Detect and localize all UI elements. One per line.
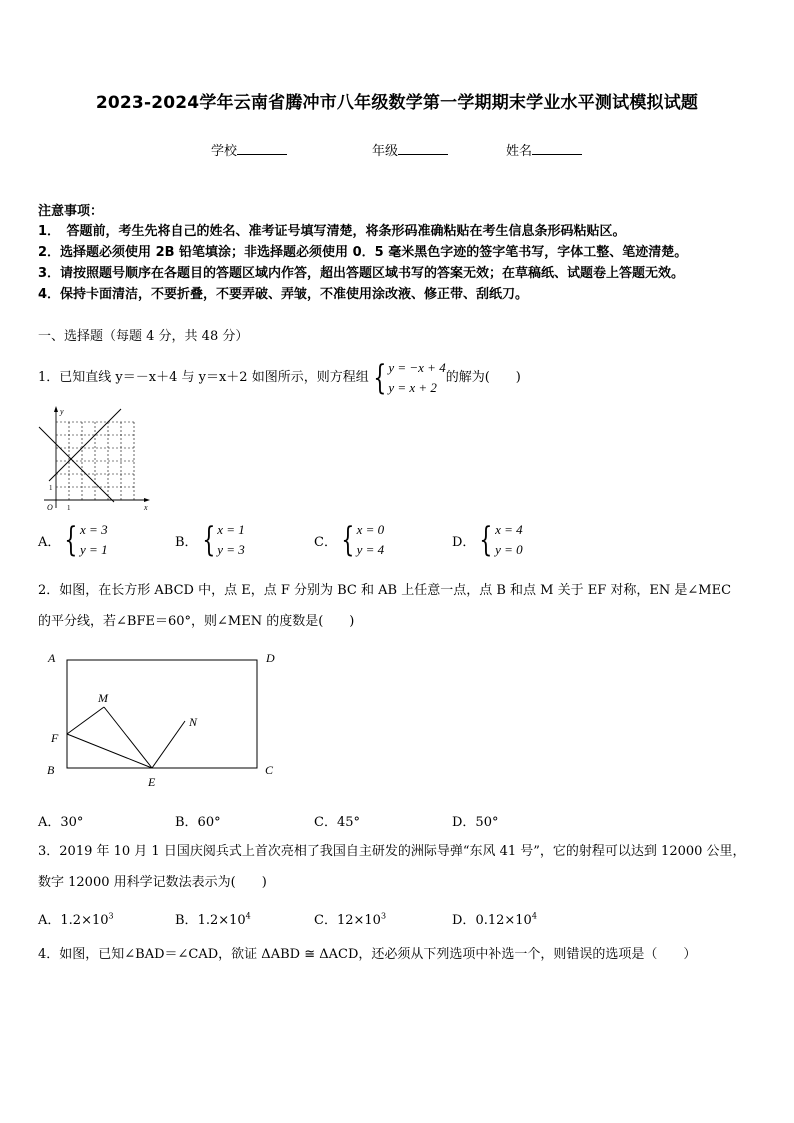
- q1-equation-system: [369, 358, 446, 398]
- point-f-label: F: [51, 731, 59, 745]
- grade-label: 年级: [372, 144, 399, 159]
- note-item-1: 1． 答题前，考生先将自己的姓名、准考证号填写清楚，将条形码准确粘贴在考生信息条形码粘贴区。: [38, 224, 626, 239]
- q1-y-label: y: [60, 407, 64, 416]
- option-label: A．: [38, 534, 61, 550]
- option-row-2: y = 4: [356, 542, 385, 557]
- option-row-1: x = 4: [495, 522, 523, 537]
- brace-glyph: {: [479, 520, 493, 560]
- question-2-line-2: 的平分线，若∠BFE＝60°，则∠MEN 的度数是( ): [38, 614, 355, 629]
- notes-heading: 注意事项：: [38, 204, 104, 219]
- option-label: A．: [38, 913, 61, 928]
- q3-option-b[interactable]: [175, 909, 251, 928]
- option-label: D．: [452, 534, 476, 550]
- q1-origin-label: O: [47, 503, 53, 512]
- name-field[interactable]: [506, 140, 582, 159]
- q1-eq1: y = −x + 4: [388, 360, 446, 375]
- brace-glyph: {: [201, 520, 215, 560]
- q1-stem-a: 1．已知直线 y＝－x＋4 与 y＝x＋2 如图所示，则方程组: [38, 370, 369, 385]
- q1-stem-b: 的解为( ): [445, 370, 521, 385]
- option-row-2: y = 0: [495, 542, 523, 557]
- name-blank[interactable]: [532, 142, 582, 155]
- option-exponent: 4: [245, 911, 251, 921]
- option-exponent: 3: [380, 911, 387, 921]
- option-exponent: 3: [108, 911, 114, 921]
- option-exponent: 4: [531, 911, 537, 921]
- grade-field[interactable]: [372, 140, 448, 159]
- name-label: 姓名: [506, 144, 533, 159]
- q1-eq2: y = x + 2: [388, 380, 437, 395]
- option-label: C．: [314, 913, 337, 928]
- grade-blank[interactable]: [398, 142, 448, 155]
- school-blank[interactable]: [237, 142, 287, 155]
- note-item-2: 2．选择题必须使用 2B 铅笔填涂；非选择题必须使用 0．5 毫米黑色字迹的签字笔书写，字体工整、笔迹清楚。: [38, 245, 688, 260]
- q2-option-d[interactable]: D．50°: [452, 815, 499, 830]
- question-2-line-1: 2．如图，在长方形 ABCD 中，点 E，点 F 分别为 BC 和 AB 上任意一点，点 B 和点 M 关于 EF 对称，EN 是∠MEC: [38, 583, 732, 598]
- question-4-line-1: 4．如图，已知∠BAD＝∠CAD，欲证 ΔABD ≅ ΔACD，还必须从下列选项中补选一个，则错误的选项是（ ）: [38, 947, 697, 962]
- q2-figure: [40, 645, 290, 795]
- brace-glyph: {: [373, 358, 387, 398]
- school-label: 学校: [211, 144, 238, 159]
- brace-glyph: {: [64, 520, 78, 560]
- point-e-label: E: [148, 775, 156, 789]
- school-field[interactable]: [211, 140, 287, 159]
- q1-one-y-label: 1: [49, 484, 53, 492]
- question-3-line-2: 数字 12000 用科学记数法表示为( ): [38, 875, 267, 890]
- section-heading: 一、选择题（每题 4 分，共 48 分）: [38, 329, 249, 344]
- q1-option-c[interactable]: [314, 520, 384, 560]
- q1-option-b[interactable]: [175, 520, 245, 560]
- q1-x-label: x: [144, 503, 148, 512]
- point-a-label: A: [48, 651, 56, 665]
- question-1-stem: [38, 358, 521, 398]
- q1-line-y-eq-x-plus-2: [49, 409, 121, 481]
- q1-graph: [36, 404, 154, 514]
- option-row-1: x = 1: [217, 522, 245, 537]
- option-label: B．: [175, 534, 198, 550]
- point-n-label: N: [189, 715, 198, 729]
- q2-option-a[interactable]: A．30°: [38, 815, 84, 830]
- point-d-label: D: [266, 651, 275, 665]
- q1-one-x-label: 1: [67, 504, 71, 512]
- q1-option-d[interactable]: [452, 520, 523, 560]
- point-b-label: B: [47, 763, 55, 777]
- option-label: D．: [452, 913, 476, 928]
- q1-x-arrow: [144, 498, 150, 502]
- brace-glyph: {: [341, 520, 355, 560]
- option-base: 1.2×10: [197, 913, 246, 928]
- q2-option-b[interactable]: B．60°: [175, 815, 221, 830]
- q2-option-c[interactable]: C．45°: [314, 815, 360, 830]
- q1-option-a[interactable]: [38, 520, 108, 560]
- option-row-1: x = 0: [356, 522, 385, 537]
- note-item-3: 3．请按照题号顺序在各题目的答题区域内作答，超出答题区域书写的答案无效；在草稿纸、试题卷上答题无效。: [38, 266, 685, 281]
- option-label: B．: [175, 913, 198, 928]
- option-label: C．: [314, 534, 337, 550]
- q3-option-a[interactable]: [38, 909, 114, 928]
- note-item-4: 4．保持卡面清洁，不要折叠，不要弄破、弄皱，不准使用涂改液、修正带、刮纸刀。: [38, 287, 529, 302]
- option-row-2: y = 3: [217, 542, 245, 557]
- segment-en: [152, 721, 185, 768]
- option-base: 1.2×10: [60, 913, 109, 928]
- point-m-label: M: [98, 691, 108, 705]
- q3-option-c[interactable]: [314, 909, 386, 928]
- option-row-1: x = 3: [80, 522, 108, 537]
- option-base: 12×10: [336, 913, 381, 928]
- segment-fm: [67, 707, 104, 734]
- q1-y-arrow: [54, 406, 58, 412]
- option-row-2: y = 1: [80, 542, 108, 557]
- rectangle-abcd: [67, 660, 257, 768]
- q1-grid: [56, 422, 134, 500]
- question-3-line-1: 3．2019 年 10 月 1 日国庆阅兵式上首次亮相了我国自主研发的洲际导弹“东风 41 号”，它的射程可以达到 12000 公里，: [38, 844, 746, 859]
- point-c-label: C: [265, 763, 274, 777]
- page-title: 2023-2024学年云南省腾冲市八年级数学第一学期期末学业水平测试模拟试题: [95, 93, 699, 113]
- q3-option-d[interactable]: [452, 909, 537, 928]
- option-base: 0.12×10: [475, 913, 532, 928]
